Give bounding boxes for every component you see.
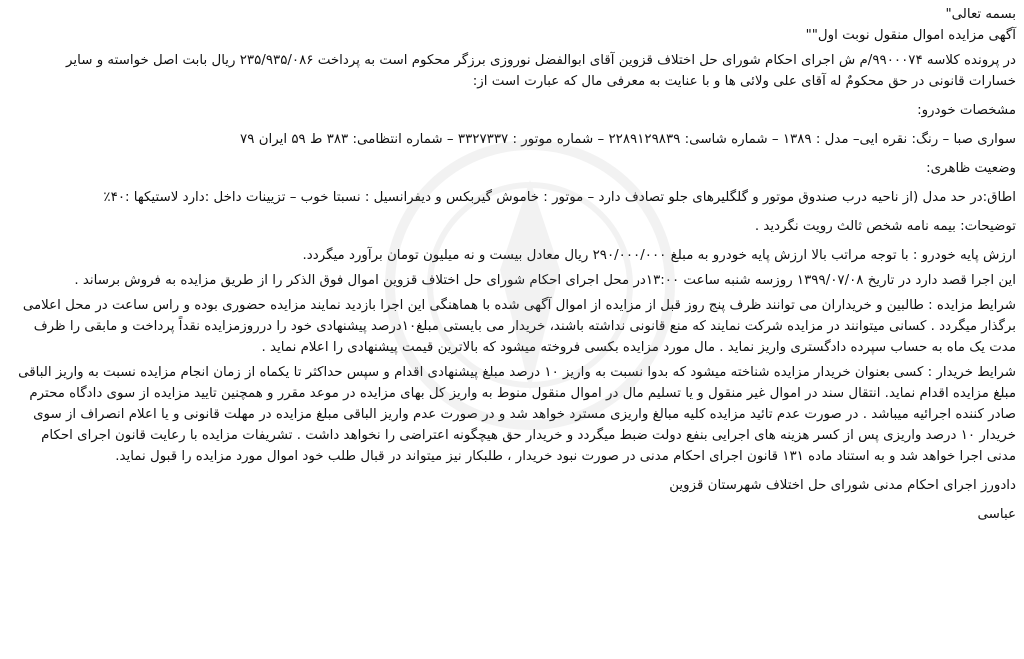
buyer-line-4: خریدار ۱۰ درصد واریزی پس از کسر هزینه های اجرایی بنفع دولت ضبط میگردد و خریدار حق هیچگونه اعتراضی را نخواهد داشت . تشریفات مزایده با رعایت قانون اجرای احکام xyxy=(41,428,1016,443)
notice-heading: آگهی مزایده اموال منقول نوبت اول"" xyxy=(805,28,1016,43)
vehicle-spec-text: سواری صبا – رنگ: نقره ایی– مدل : ۱۳۸۹ – شماره شاسی: ۲۲۸۹۱۲۹۸۳۹ – شماره موتور : ۳۳۲۷۳۳۷ – شماره انتظامی: ۳۸۳ ط ۵۹ ایران ۷۹ xyxy=(240,132,1016,147)
intro-line-1: در پرونده کلاسه ۹۹۰۰۰۷۴/م ش اجرای احکام شورای حل اختلاف قزوین آقای ابوالفضل نوروزی برزگر محکوم است به پرداخت ۲۳۵/۹۳۵/۰۸۶ ریال بابت اصل خواسته و سایر xyxy=(66,53,1016,68)
vehicle-spec-heading: مشخصات خودرو: xyxy=(917,103,1016,118)
conditions-line-1: شرایط مزایده : طالبین و خریداران می توانند ظرف پنج روز قبل از مزایده از اموال آگهی شده با هماهنگی این اجرا بازدید نمایند مزایده حضوری بوده و راس ساعت در محل اعلامی xyxy=(22,298,1016,313)
appearance-heading: وضعیت ظاهری: xyxy=(926,161,1016,176)
signature-title: دادورز اجرای احکام مدنی شورای حل اختلاف شهرستان قزوین xyxy=(669,478,1016,493)
notes-text: توضیحات: بیمه نامه شخص ثالث رویت نگردید . xyxy=(754,219,1016,234)
intro-line-2: خسارات قانونی در حق محکومٌ له آقای علی ولائی ها و با عنایت به معرفی مال که عبارت است از: xyxy=(472,74,1016,89)
auction-date-text: این اجرا قصد دارد در تاریخ ۱۳۹۹/۰۷/۰۸ روزسه شنبه ساعت ۱۳:۰۰در محل اجرای احکام شورای حل اختلاف قزوین اموال فوق الذکر را از طریق مزایده به فروش برساند . xyxy=(74,273,1016,288)
conditions-line-3: مدت یک ماه به حساب سپرده دادگستری واریز نماید . مال مورد مزایده بکسی فروخته میشود که بالاترین قیمت پیشنهادی را اعلام نماید . xyxy=(261,340,1016,355)
appearance-text: اطاق:در حد مدل (از ناحیه درب صندوق موتور و گلگلیرهای جلو تصادف دارد – موتور : خاموش گیربکس و دیفرانسیل : نسبتا خوب – تزیینات داخل :دارد لاستیکها :۴۰٪ xyxy=(103,190,1016,205)
signature-name: عباسی xyxy=(977,507,1016,522)
buyer-line-5: مدنی اجرا خواهد شد و به استناد ماده ۱۳۱ قانون اجرای احکام مدنی در صورت نبود خریدار ، طلبکار نیز میتواند در قبال طلب خود اموال مورد مزایده را قبول نماید. xyxy=(115,449,1016,464)
buyer-line-2: مبلغ مزایده اقدام نماید. انتقال سند در اموال غیر منقول و یا تسلیم مال در اموال منقول منوط به واریز کل بهای مزایده در موعد مقرر و همچنین تایید مزایده از سوی دادگاه محترم xyxy=(29,386,1016,401)
bismillah-text: بسمه تعالی" xyxy=(945,7,1016,22)
buyer-line-1: شرایط خریدار : کسی بعنوان خریدار مزایده شناخته میشود که بدوا نسبت به واریز ۱۰ درصد مبلغ پیشنهادی اقدام و سپس حداکثر تا یکماه از زمان انجام مزایده نسبت به واریز الباقی xyxy=(18,365,1016,380)
conditions-line-2: برگذار میگردد . کسانی میتوانند در مزایده شرکت نمایند که منع قانونی نداشته باشند، خریدار می بایستی مبلغ۱۰درصد پیشنهادی خود را درروزمزایده نقداً پرداخت و مابقی را ظرف xyxy=(33,319,1016,334)
valuation-text: ارزش پایه خودرو : با توجه مراتب بالا ارزش پایه خودرو به مبلغ ۲۹۰/۰۰۰/۰۰۰ ریال معادل بیست و نه میلیون تومان برآورد میگردد. xyxy=(302,248,1016,263)
buyer-line-3: صادر کننده اجرائیه میباشد . در صورت عدم تائید مزایده کلیه مبالغ واریزی مسترد خواهد شد و در صورت عدم واریز الباقی مبلغ مزایده در مهلت قانونی و یا اعلام انصراف از سوی xyxy=(33,407,1016,422)
